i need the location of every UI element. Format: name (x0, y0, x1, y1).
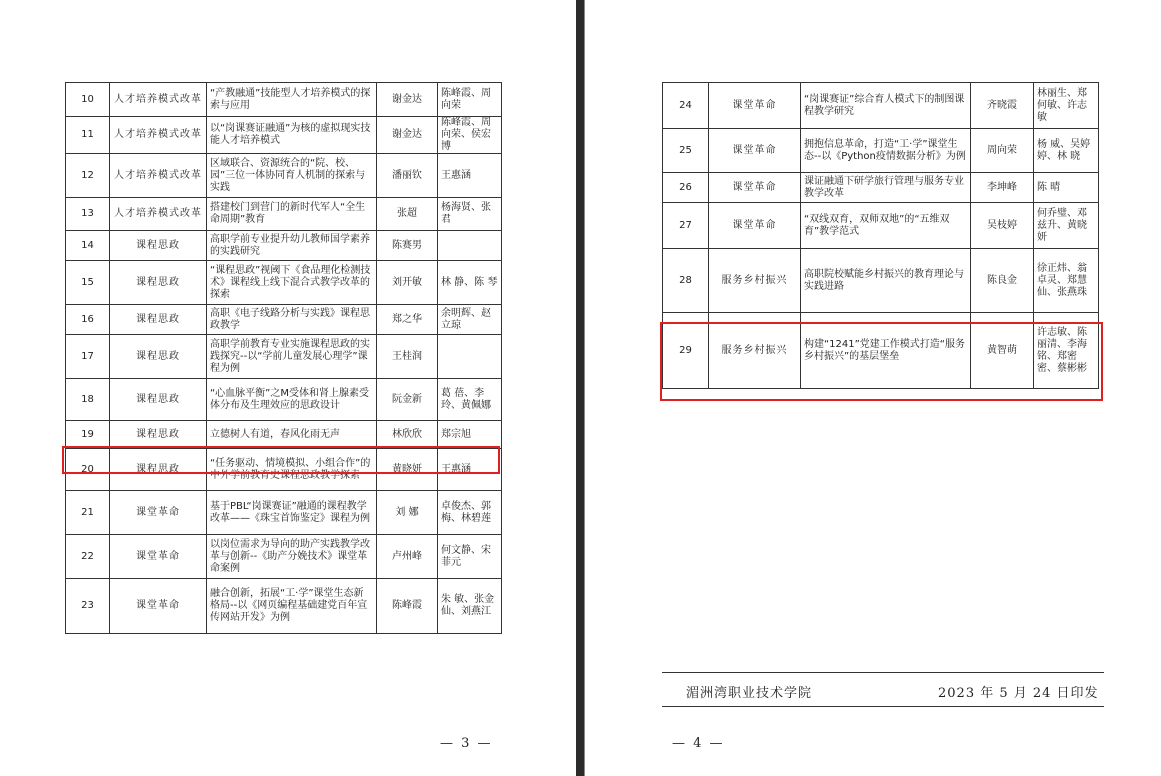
footer-print-date: 2023 年 5 月 24 日印发 (938, 686, 1099, 701)
page-edge-line (584, 0, 585, 776)
cell-members: 何乔璧、邓兹升、黄晓妍 (1034, 203, 1099, 249)
cell-members (438, 335, 502, 379)
cell-number: 28 (663, 249, 709, 313)
cell-category: 课堂革命 (709, 203, 801, 249)
cell-category: 课堂革命 (110, 491, 207, 535)
cell-number: 23 (66, 579, 110, 634)
cell-project-title: 构建“1241”党建工作模式打造“服务乡村振兴”的基层堡垒 (801, 313, 971, 389)
cell-members: 许志敏、陈丽清、李海铭、郑密密、蔡彬彬 (1034, 313, 1099, 389)
footer-rule-bottom (662, 706, 1104, 707)
table-row (66, 579, 502, 634)
cell-project-title: 区域联合、资源统合的“院、校、园”三位一体协同育人机制的探索与实践 (207, 154, 377, 198)
cell-leader: 王桂润 (377, 335, 438, 379)
cell-members (438, 231, 502, 261)
cell-members: 卓俊杰、郭 梅、林碧莲 (438, 491, 502, 535)
footer-organization: 湄洲湾职业技术学院 (686, 686, 813, 701)
cell-project-title: “任务驱动、情境模拟、小组合作”的中外学前教育史课程思政教学探索 (207, 449, 377, 491)
table-row (663, 129, 1099, 173)
cell-members: 陈 晴 (1034, 173, 1099, 203)
cell-project-title: “双线双育，双师双地”的“五维双育”教学范式 (801, 203, 971, 249)
cell-leader: 陈赛男 (377, 231, 438, 261)
cell-number: 21 (66, 491, 110, 535)
table-row (66, 379, 502, 421)
cell-category: 课程思政 (110, 231, 207, 261)
cell-leader: 林欣欣 (377, 421, 438, 449)
cell-members: 郑宗旭 (438, 421, 502, 449)
cell-number: 19 (66, 421, 110, 449)
cell-category: 课堂革命 (709, 129, 801, 173)
cell-category: 课堂革命 (709, 83, 801, 129)
project-table-right (662, 82, 1099, 389)
table-row (66, 449, 502, 491)
cell-project-title: 高职《电子线路分析与实践》课程思政教学 (207, 305, 377, 335)
cell-category: 课程思政 (110, 261, 207, 305)
cell-leader: 齐晓霞 (971, 83, 1034, 129)
cell-number: 25 (663, 129, 709, 173)
page-gutter (576, 0, 584, 776)
cell-members: 朱 敏、张金仙、刘燕江 (438, 579, 502, 634)
table-row (66, 231, 502, 261)
cell-leader: 张超 (377, 198, 438, 231)
cell-project-title: 高职学前专业提升幼儿教师国学素养的实践研究 (207, 231, 377, 261)
cell-members: 杨 威、吴婷婷、林 晓 (1034, 129, 1099, 173)
cell-members: 杨海贤、张 君 (438, 198, 502, 231)
cell-project-title: 以岗位需求为导向的助产实践教学改革与创新--《助产分娩技术》课堂革命案例 (207, 535, 377, 579)
cell-members: 林丽生、郑何敏、许志敏 (1034, 83, 1099, 129)
cell-category: 课程思政 (110, 449, 207, 491)
cell-leader: 陈良金 (971, 249, 1034, 313)
cell-project-title: “课程思政”视阈下《食品理化检测技术》课程线上线下混合式教学改革的探索 (207, 261, 377, 305)
cell-category: 课堂革命 (110, 535, 207, 579)
cell-number: 16 (66, 305, 110, 335)
cell-leader: 黄智萌 (971, 313, 1034, 389)
cell-leader: 陈峰霞 (377, 579, 438, 634)
table-row (66, 261, 502, 305)
cell-leader: 黄晓妍 (377, 449, 438, 491)
cell-leader: 郑之华 (377, 305, 438, 335)
cell-category: 课堂革命 (709, 173, 801, 203)
table-row (66, 154, 502, 198)
cell-number: 15 (66, 261, 110, 305)
table-row (66, 83, 502, 117)
cell-leader: 谢金达 (377, 117, 438, 154)
cell-number: 13 (66, 198, 110, 231)
cell-project-title: 基于PBL“岗课赛证”融通的课程教学改革——《珠宝首饰鉴定》课程为例 (207, 491, 377, 535)
table-row (663, 83, 1099, 129)
cell-members: 王惠涵 (438, 154, 502, 198)
cell-category: 课程思政 (110, 305, 207, 335)
cell-category: 服务乡村振兴 (709, 313, 801, 389)
cell-members: 陈峰霞、周向荣 (438, 83, 502, 117)
cell-number: 18 (66, 379, 110, 421)
table-row (66, 117, 502, 154)
cell-leader: 谢金达 (377, 83, 438, 117)
cell-members: 徐正炜、翁卓灵、郑慧仙、张燕珠 (1034, 249, 1099, 313)
table-row (663, 203, 1099, 249)
table-row (66, 491, 502, 535)
cell-number: 14 (66, 231, 110, 261)
table-row (66, 535, 502, 579)
cell-members: 王惠涵 (438, 449, 502, 491)
cell-number: 11 (66, 117, 110, 154)
cell-project-title: 高职学前教育专业实施课程思政的实践探究--以“学前儿童发展心理学”课程为例 (207, 335, 377, 379)
cell-project-title: “产教融通”技能型人才培养模式的探索与应用 (207, 83, 377, 117)
cell-number: 26 (663, 173, 709, 203)
cell-leader: 周向荣 (971, 129, 1034, 173)
cell-leader: 刘 娜 (377, 491, 438, 535)
cell-project-title: 搭建校门到营门的新时代军人“全生命周期”教育 (207, 198, 377, 231)
cell-category: 人才培养模式改革 (110, 198, 207, 231)
cell-number: 27 (663, 203, 709, 249)
cell-leader: 潘丽钦 (377, 154, 438, 198)
cell-number: 20 (66, 449, 110, 491)
project-table-left (65, 82, 502, 634)
table-row (66, 305, 502, 335)
cell-members: 葛 蓓、李 玲、黄佩娜 (438, 379, 502, 421)
cell-members: 何文静、宋菲元 (438, 535, 502, 579)
cell-leader: 刘开敏 (377, 261, 438, 305)
cell-number: 12 (66, 154, 110, 198)
table-row (663, 249, 1099, 313)
cell-members: 陈峰霞、周向荣、侯宏博 (438, 117, 502, 154)
footer-rule-top (662, 672, 1104, 673)
cell-category: 课程思政 (110, 379, 207, 421)
cell-project-title: 高职院校赋能乡村振兴的教育理论与实践进路 (801, 249, 971, 313)
table-row (66, 198, 502, 231)
cell-number: 29 (663, 313, 709, 389)
cell-number: 24 (663, 83, 709, 129)
cell-category: 课程思政 (110, 421, 207, 449)
cell-project-title: 课证融通下研学旅行管理与服务专业教学改革 (801, 173, 971, 203)
cell-leader: 李坤峰 (971, 173, 1034, 203)
cell-project-title: 立德树人有道，春风化雨无声 (207, 421, 377, 449)
page-number: — 3 — (440, 736, 493, 751)
table-row (663, 173, 1099, 203)
cell-leader: 卢州峰 (377, 535, 438, 579)
cell-leader: 吴枝婷 (971, 203, 1034, 249)
table-row (66, 335, 502, 379)
cell-number: 10 (66, 83, 110, 117)
table-row (663, 313, 1099, 389)
cell-category: 人才培养模式改革 (110, 117, 207, 154)
cell-category: 课程思政 (110, 335, 207, 379)
cell-project-title: “心血脉平衡”之M受体和肾上腺素受体分布及生理效应的思政设计 (207, 379, 377, 421)
cell-category: 人才培养模式改革 (110, 83, 207, 117)
cell-category: 服务乡村振兴 (709, 249, 801, 313)
cell-project-title: 拥抱信息革命，打造“工·学”课堂生态--以《Python疫情数据分析》为例 (801, 129, 971, 173)
cell-members: 余明辉、赵立琼 (438, 305, 502, 335)
cell-leader: 阮金新 (377, 379, 438, 421)
cell-number: 17 (66, 335, 110, 379)
cell-project-title: “岗课赛证”综合育人模式下的制图课程教学研究 (801, 83, 971, 129)
cell-category: 人才培养模式改革 (110, 154, 207, 198)
table-row (66, 421, 502, 449)
cell-number: 22 (66, 535, 110, 579)
cell-category: 课堂革命 (110, 579, 207, 634)
cell-project-title: 以“岗课赛证融通”为核的虚拟现实技能人才培养模式 (207, 117, 377, 154)
cell-project-title: 融合创新，拓展“工·学”课堂生态新格局--以《网页编程基础建党百年宣传网站开发》为例 (207, 579, 377, 634)
page-number: — 4 — (672, 736, 725, 751)
cell-members: 林 静、陈 琴 (438, 261, 502, 305)
